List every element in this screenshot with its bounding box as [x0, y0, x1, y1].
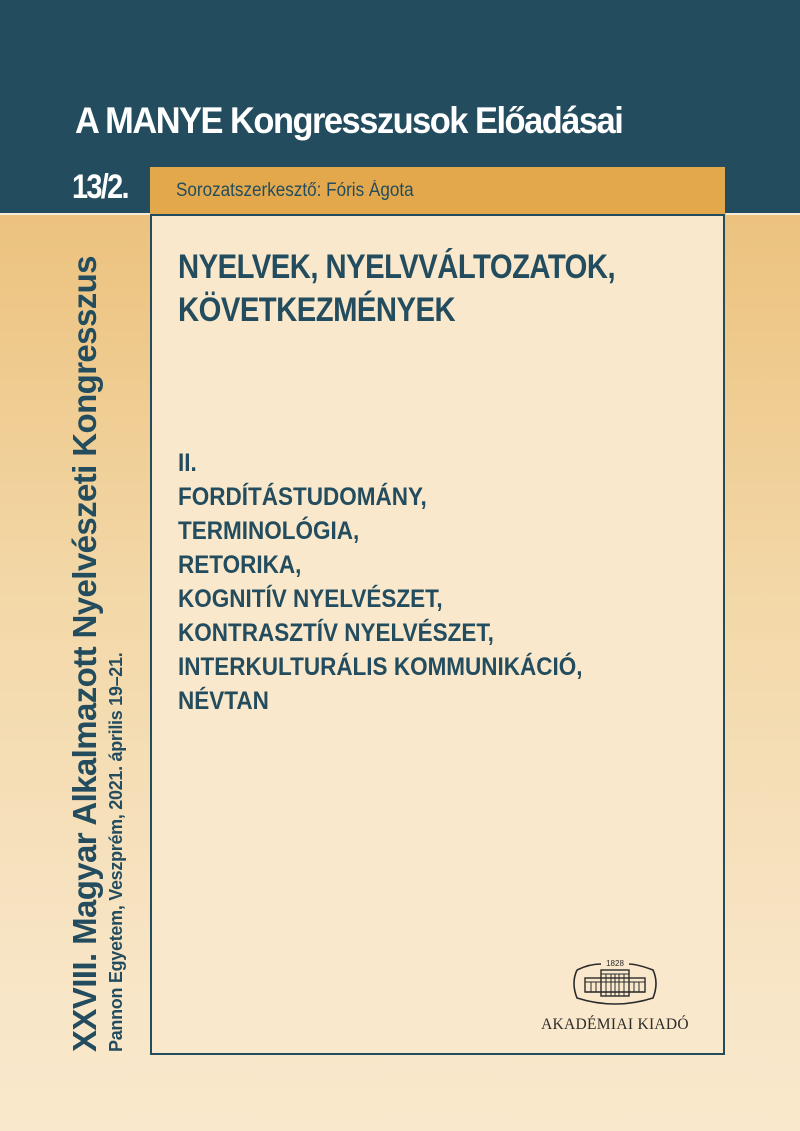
series-editor-bar [150, 167, 725, 214]
title-box [150, 214, 725, 1055]
topic-item: INTERKULTURÁLIS KOMMUNIKÁCIÓ, [178, 653, 583, 681]
congress-location-date: Pannon Egyetem, Veszprém, 2021. április 19–21. [106, 652, 126, 1052]
part-label: II. [178, 449, 197, 477]
book-title [178, 246, 642, 332]
book-title-line: KÖVETKEZMÉNYEK [178, 291, 456, 329]
topic-item: NÉVTAN [178, 687, 269, 715]
topic-item: KOGNITÍV NYELVÉSZET, [178, 585, 443, 613]
publisher-name: AKADÉMIAI KIADÓ [541, 1016, 689, 1033]
book-title-line: NYELVEK, NYELVVÁLTOZATOK, [178, 248, 616, 286]
topic-item: KONTRASZTÍV NYELVÉSZET, [178, 619, 494, 647]
svg-text:1828: 1828 [606, 959, 624, 968]
spine-text [65, 256, 127, 1052]
volume-number: 13/2. [72, 168, 128, 206]
congress-title: XXVIII. Magyar Alkalmazott Nyelvészeti Kongresszus [66, 256, 103, 1052]
divider-line-right [726, 213, 800, 215]
topic-item: RETORIKA, [178, 551, 302, 579]
divider-line-left [0, 213, 150, 215]
publisher-block [530, 956, 700, 1034]
topic-item: TERMINOLÓGIA, [178, 517, 360, 545]
topics-list [178, 446, 583, 718]
topic-item: FORDÍTÁSTUDOMÁNY, [178, 483, 427, 511]
series-editor: Sorozatszerkesztő: Fóris Ágota [176, 180, 414, 201]
building-logo-icon [567, 956, 663, 1010]
series-title: A MANYE Kongresszusok Előadásai [75, 100, 623, 141]
